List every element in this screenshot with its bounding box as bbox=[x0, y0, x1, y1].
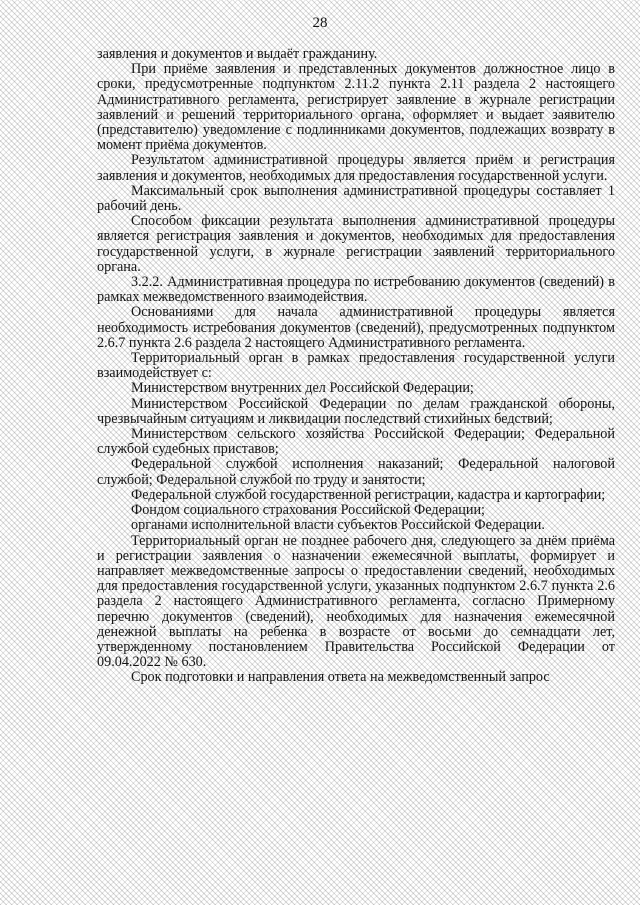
paragraph: Территориальный орган не позднее рабочего дня, следующего за днём приёма и регистрации заявления о назначении ежемесячной выплаты, формирует и направляет межведомственные запросы о предоставлении сведений, необходимых для предоставления государственной услуги, указанных подпунктом 2.6.7 пункта 2.6 раздела 2 настоящего Административного регламента, согласно Примерному перечню документов (сведений), необходимых для назначения ежемесячной денежной выплаты на ребенка в возрасте от восьми до семнадцати лет, утвержденному постановлением Правительства Российской Федерации от 09.04.2022 № 630. bbox=[97, 532, 615, 671]
list-item: Министерством внутренних дел Российской Федерации; bbox=[131, 380, 474, 397]
document-body bbox=[97, 47, 615, 686]
list-item: Фондом социального страхования Российской Федерации; bbox=[131, 502, 485, 519]
list-item: Министерством сельского хозяйства Российской Федерации; Федеральной службой судебных приставов; bbox=[97, 426, 615, 458]
paragraph: Территориальный орган в рамках предоставления государственной услуги взаимодействует с: bbox=[97, 350, 615, 382]
paragraph: Результатом административной процедуры является приём и регистрация заявления и документов, необходимых для предоставления государственной услуги. bbox=[97, 152, 615, 184]
paragraph: заявления и документов и выдаёт гражданину. bbox=[97, 46, 378, 62]
list-item: Федеральной службой исполнения наказаний; Федеральной налоговой службой; Федеральной службой по труду и занятости; bbox=[97, 456, 615, 488]
paragraph: Основаниями для начала административной процедуры является необходимость истребования документов (сведений), предусмотренных подпунктом 2.6.7 пункта 2.6 раздела 2 настоящего Административного регламента. bbox=[97, 304, 615, 351]
paragraph: Срок подготовки и направления ответа на межведомственный запрос bbox=[131, 669, 550, 686]
paragraph: Максимальный срок выполнения административной процедуры составляет 1 рабочий день. bbox=[97, 182, 615, 215]
paragraph: При приёме заявления и представленных документов должностное лицо в сроки, предусмотренные подпунктом 2.11.2 пункта 2.11 раздела 2 настоящего Административного регламента, регистрирует заявление в журнале регистрации заявлений и решений территориального органа, оформляет и выдает заявителю (представителю) уведомление с подлинниками документов, подлежащих возврату в момент приёма документов. bbox=[97, 61, 615, 154]
paragraph: Способом фиксации результата выполнения административной процедуры является регистрация заявления и документов, необходимых для предоставления государственной услуги, в журнале регистрации заявлений территориального органа. bbox=[97, 213, 615, 275]
list-item: органами исполнительной власти субъектов Российской Федерации. bbox=[131, 517, 545, 534]
section-heading: 3.2.2. Административная процедура по истребованию документов (сведений) в рамках межведомственного взаимодействия. bbox=[97, 274, 615, 306]
page-number: 28 bbox=[312, 15, 328, 31]
list-item: Федеральной службой государственной регистрации, кадастра и картографии; bbox=[131, 486, 606, 503]
list-item: Министерством Российской Федерации по делам гражданской обороны, чрезвычайным ситуациям и ликвидации последствий стихийных бедствий; bbox=[97, 395, 615, 427]
